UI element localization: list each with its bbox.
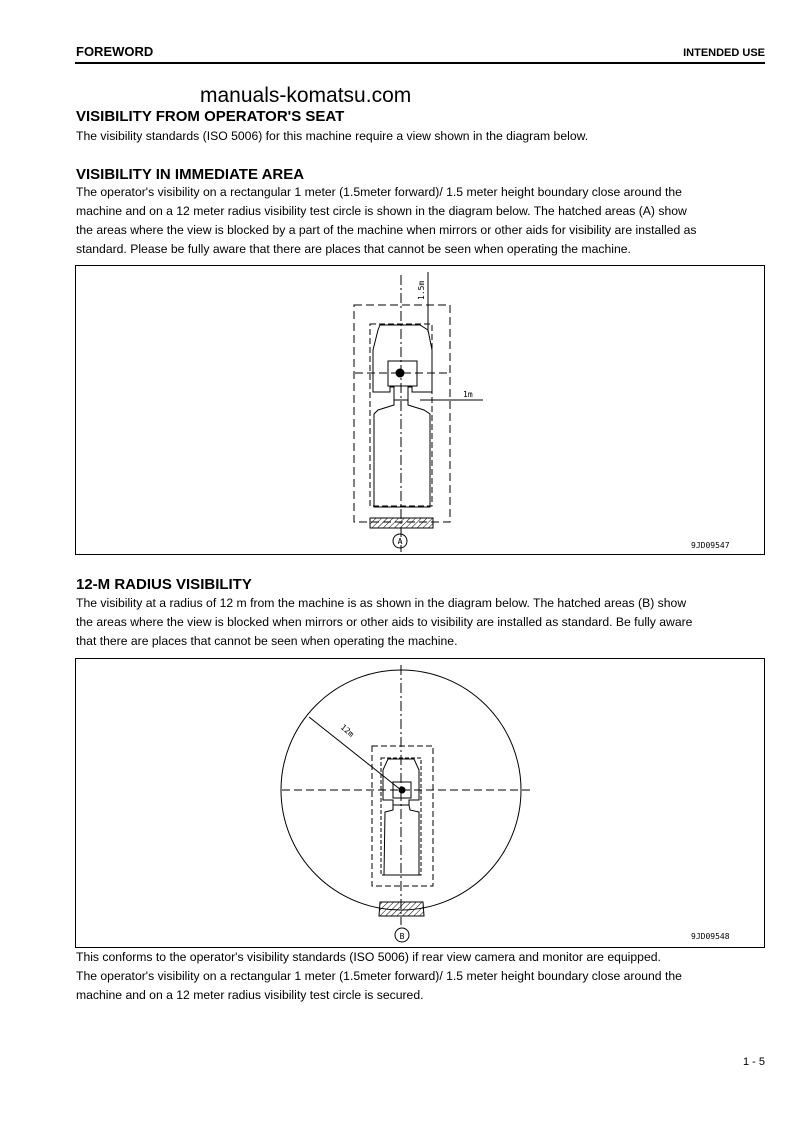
hatched-area-a (370, 518, 433, 528)
dim-radius: 12m (338, 722, 356, 739)
hatched-area-b (379, 902, 424, 916)
figure-id: 9JD09547 (691, 541, 730, 550)
line: the areas where the view is blocked by a part of the machine when mirrors or other aids for visibility are installed as (76, 223, 697, 237)
paragraph: The visibility standards (ISO 5006) for this machine require a view shown in the diagram below. (76, 129, 589, 143)
header-section: FOREWORD (76, 44, 154, 59)
marker-a-label: A (397, 537, 403, 546)
line: machine and on a 12 meter radius visibility test circle is secured. (76, 988, 424, 1002)
line: The operator's visibility on a rectangular 1 meter (1.5meter forward)/ 1.5 meter height boundary close around the (76, 969, 682, 983)
page-number: 1 - 5 (742, 1056, 765, 1068)
header-chapter: INTENDED USE (683, 47, 765, 59)
machine-diagram-1 (354, 272, 483, 552)
dim-front: 1.5m (417, 280, 426, 300)
line: machine and on a 12 meter radius visibility test circle is shown in the diagram below. The hatched areas (A) show (76, 204, 687, 218)
watermark: manuals-komatsu.com (200, 84, 412, 107)
section-title-12m-radius: 12-M RADIUS VISIBILITY (76, 576, 252, 593)
dim-side: 1m (463, 390, 473, 399)
line: the areas where the view is blocked when mirrors or other aids to visibility are installed as standard. Be fully aware (76, 615, 693, 629)
line: The visibility at a radius of 12 m from the machine is as shown in the diagram below. The hatched areas (B) show (76, 596, 687, 610)
line: This conforms to the operator's visibility standards (ISO 5006) if rear view camera and monitor are equipped. (76, 950, 661, 964)
boundary-1.5m (354, 305, 450, 522)
line: standard. Please be fully aware that there are places that cannot be seen when operating the machine. (76, 242, 631, 256)
figure-id: 9JD09548 (691, 932, 730, 941)
marker-b-label: B (399, 932, 405, 941)
line: that there are places that cannot be seen when operating the machine. (76, 634, 458, 648)
section-title-immediate-area: VISIBILITY IN IMMEDIATE AREA (76, 166, 305, 183)
line: The operator's visibility on a rectangular 1 meter (1.5meter forward)/ 1.5 meter height boundary close around the (76, 185, 682, 199)
section-title-visibility: VISIBILITY FROM OPERATOR'S SEAT (76, 108, 345, 125)
machine-diagram-2 (281, 665, 530, 942)
